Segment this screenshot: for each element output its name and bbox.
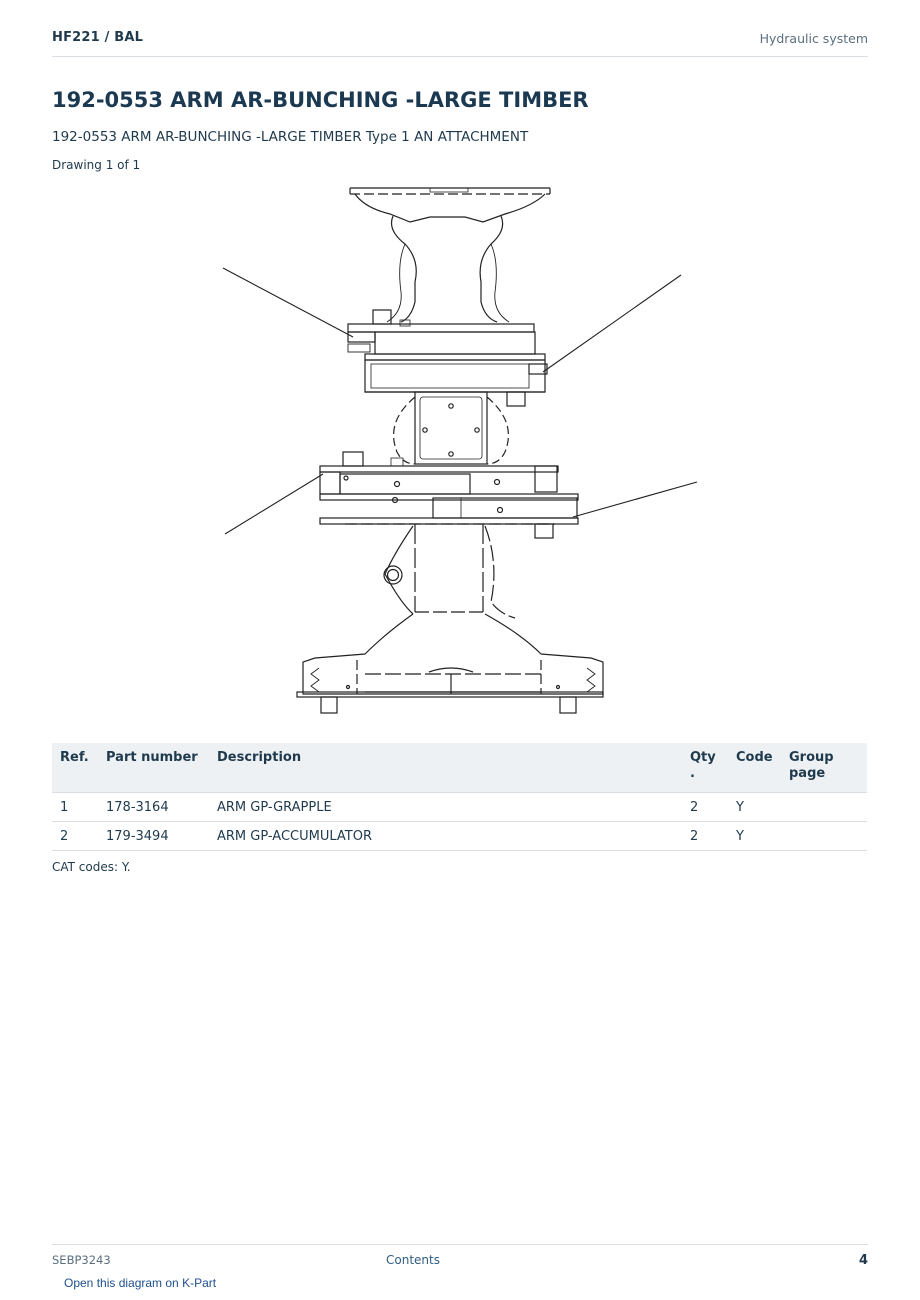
- drawing-count: Drawing 1 of 1: [52, 158, 141, 172]
- cat-codes-note: CAT codes: Y.: [52, 860, 131, 874]
- cell-description: ARM GP-ACCUMULATOR: [209, 822, 682, 851]
- cell-qty: 2: [682, 793, 728, 822]
- table-row: [52, 822, 867, 851]
- column-header-description: Description: [209, 743, 682, 793]
- section-name: Hydraulic system: [759, 31, 868, 46]
- top-mount: [350, 188, 550, 322]
- lower-column: [384, 524, 515, 618]
- page-title: 192-0553 ARM AR-BUNCHING -LARGE TIMBER: [52, 88, 589, 112]
- cell-part-number: 178-3164: [98, 793, 209, 822]
- column-header-group-page: Group page: [781, 743, 867, 793]
- column-header-qty: Qty .: [682, 743, 728, 793]
- page-header: [52, 28, 868, 57]
- base-frame: [297, 614, 603, 713]
- breadcrumb: HF221 / BAL: [52, 30, 144, 45]
- column-header-part-number: Part number: [98, 743, 209, 793]
- swivel-body: [394, 392, 509, 464]
- kpart-link[interactable]: Open this diagram on K-Part: [64, 1276, 217, 1290]
- page-number: 4: [858, 1253, 868, 1268]
- table-row: [52, 793, 867, 822]
- lower-rotator: [320, 452, 578, 538]
- cell-ref: 2: [52, 822, 98, 851]
- cell-description: ARM GP-GRAPPLE: [209, 793, 682, 822]
- column-header-ref: Ref.: [52, 743, 98, 793]
- column-header-code: Code: [728, 743, 781, 793]
- table-header-row: [52, 743, 867, 793]
- cell-code: Y: [728, 822, 781, 851]
- contents-link[interactable]: Contents: [386, 1253, 440, 1267]
- parts-table: [52, 743, 867, 851]
- parts-diagram: [215, 182, 715, 717]
- cell-code: Y: [728, 793, 781, 822]
- cell-qty: 2: [682, 822, 728, 851]
- page-subtitle: 192-0553 ARM AR-BUNCHING -LARGE TIMBER Type 1 AN ATTACHMENT: [52, 129, 529, 145]
- cell-part-number: 179-3494: [98, 822, 209, 851]
- cell-ref: 1: [52, 793, 98, 822]
- page-footer: [52, 1244, 868, 1273]
- cell-group-page: [781, 793, 867, 822]
- cell-group-page: [781, 822, 867, 851]
- document-number: SEBP3243: [52, 1253, 111, 1267]
